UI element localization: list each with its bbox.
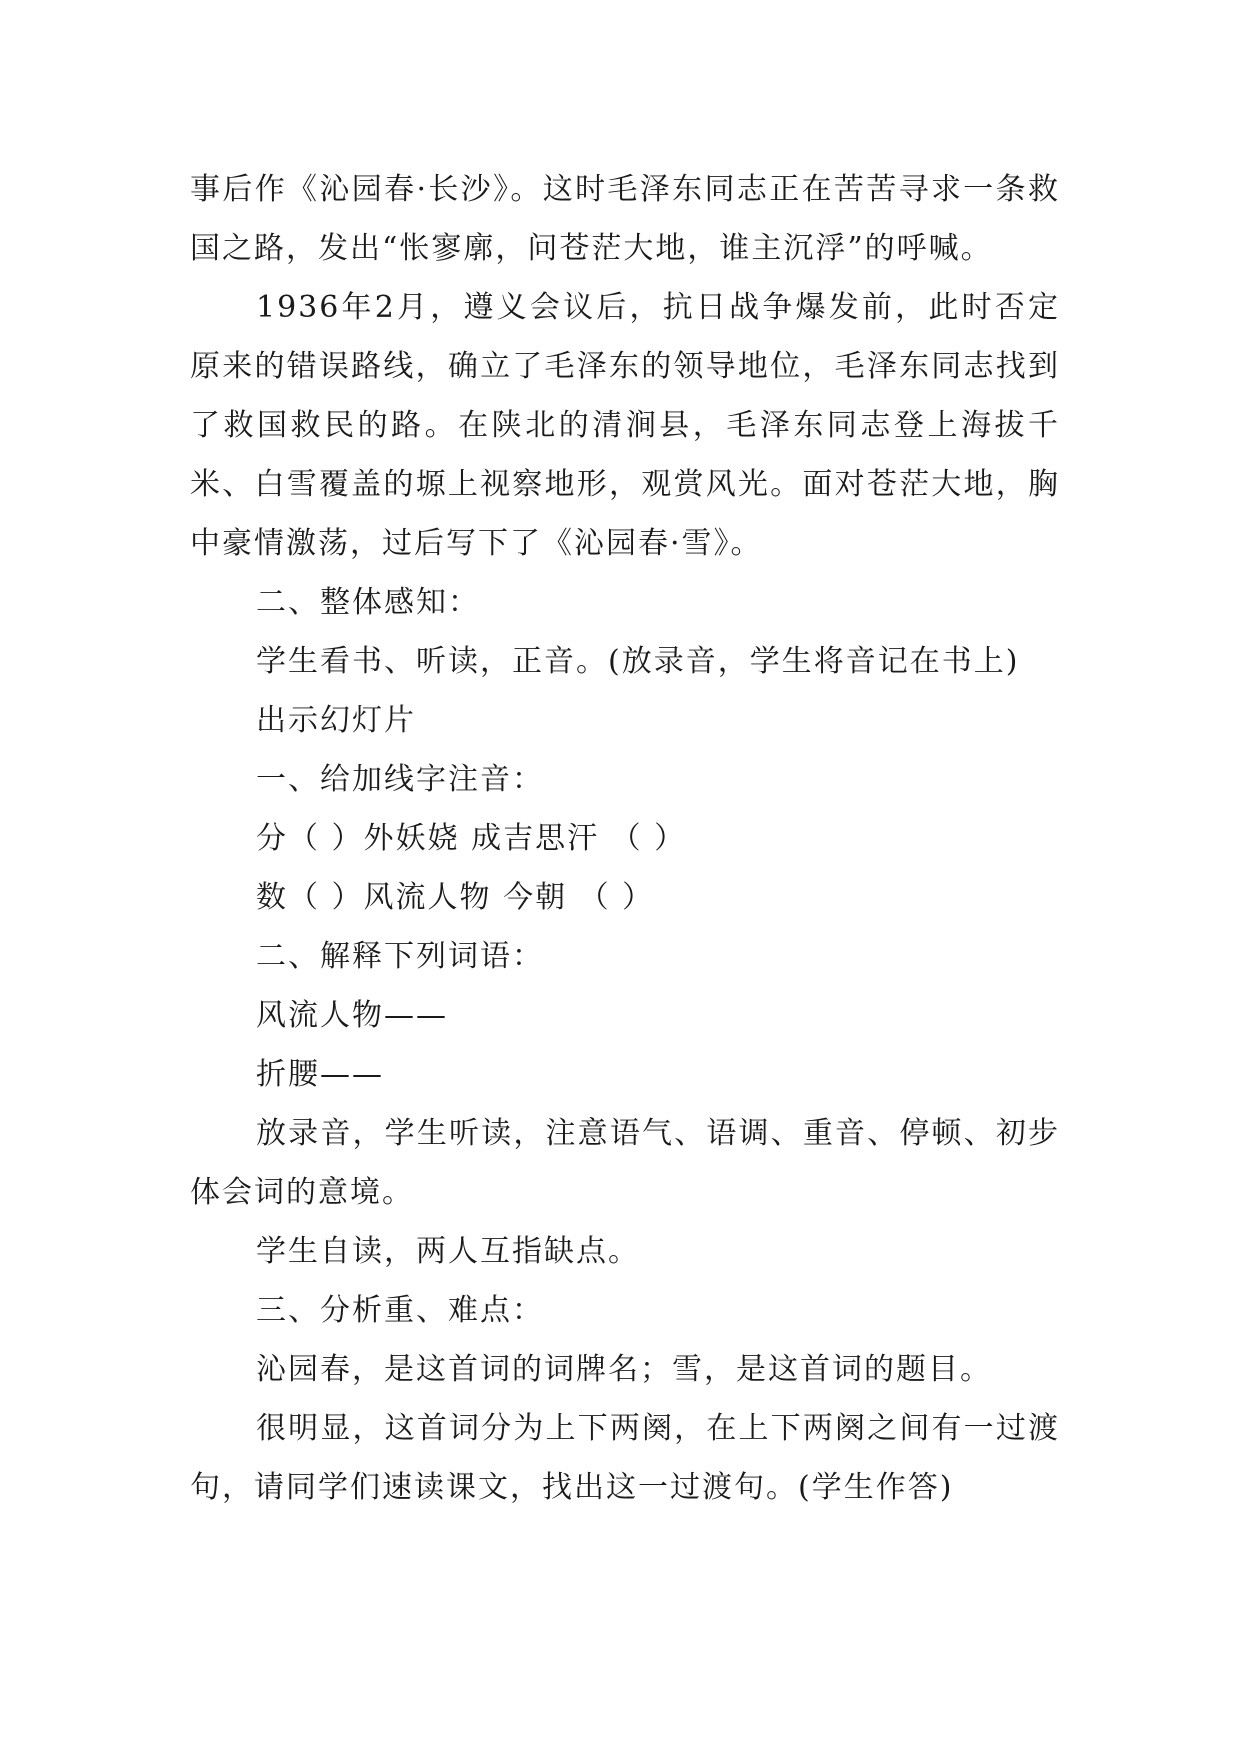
paragraph-12: 放录音，学生听读，注意语气、语调、重音、停顿、初步体会词的意境。 — [190, 1116, 1060, 1210]
paragraph-16: 很明显，这首词分为上下两阕，在上下两阕之间有一过渡句，请同学们速读课文，找出这一过渡句。(学生作答) — [190, 1411, 1060, 1505]
paragraph-2: 1936年2月，遵义会议后，抗日战争爆发前，此时否定原来的错误路线，确立了毛泽东的领导地位，毛泽东同志找到了救国救民的路。在陕北的清涧县，毛泽东同志登上海拔千米、白雪覆盖的塬上视察地形，观赏风光。面对苍茫大地，胸中豪情激荡，过后写下了《沁园春·雪》。 — [190, 290, 1060, 561]
vocabulary-item-2: 折腰—— — [256, 1057, 384, 1092]
paragraph-15: 沁园春，是这首词的词牌名；雪，是这首词的题目。 — [256, 1352, 992, 1387]
exercise-heading-phonetics: 一、给加线字注音： — [256, 762, 544, 797]
exercise-heading-vocabulary: 二、解释下列词语： — [256, 939, 544, 974]
exercise-line-2: 数（ ）风流人物 今朝 （ ） — [256, 880, 655, 915]
document-body — [190, 160, 1060, 1517]
exercise-line-1: 分（ ）外妖娆 成吉思汗 （ ） — [256, 821, 687, 856]
paragraph-1: 事后作《沁园春·长沙》。这时毛泽东同志正在苦苦寻求一条救国之路，发出“怅寥廓，问苍茫大地，谁主沉浮”的呼喊。 — [190, 172, 1060, 266]
section-heading-analysis: 三、分析重、难点： — [256, 1293, 544, 1328]
paragraph-13: 学生自读，两人互指缺点。 — [256, 1234, 640, 1269]
section-heading-overall-perception: 二、整体感知： — [256, 585, 480, 620]
paragraph-4: 学生看书、听读，正音。(放录音，学生将音记在书上) — [256, 644, 1020, 679]
paragraph-5: 出示幻灯片 — [256, 703, 416, 738]
vocabulary-item-1: 风流人物—— — [256, 998, 448, 1033]
